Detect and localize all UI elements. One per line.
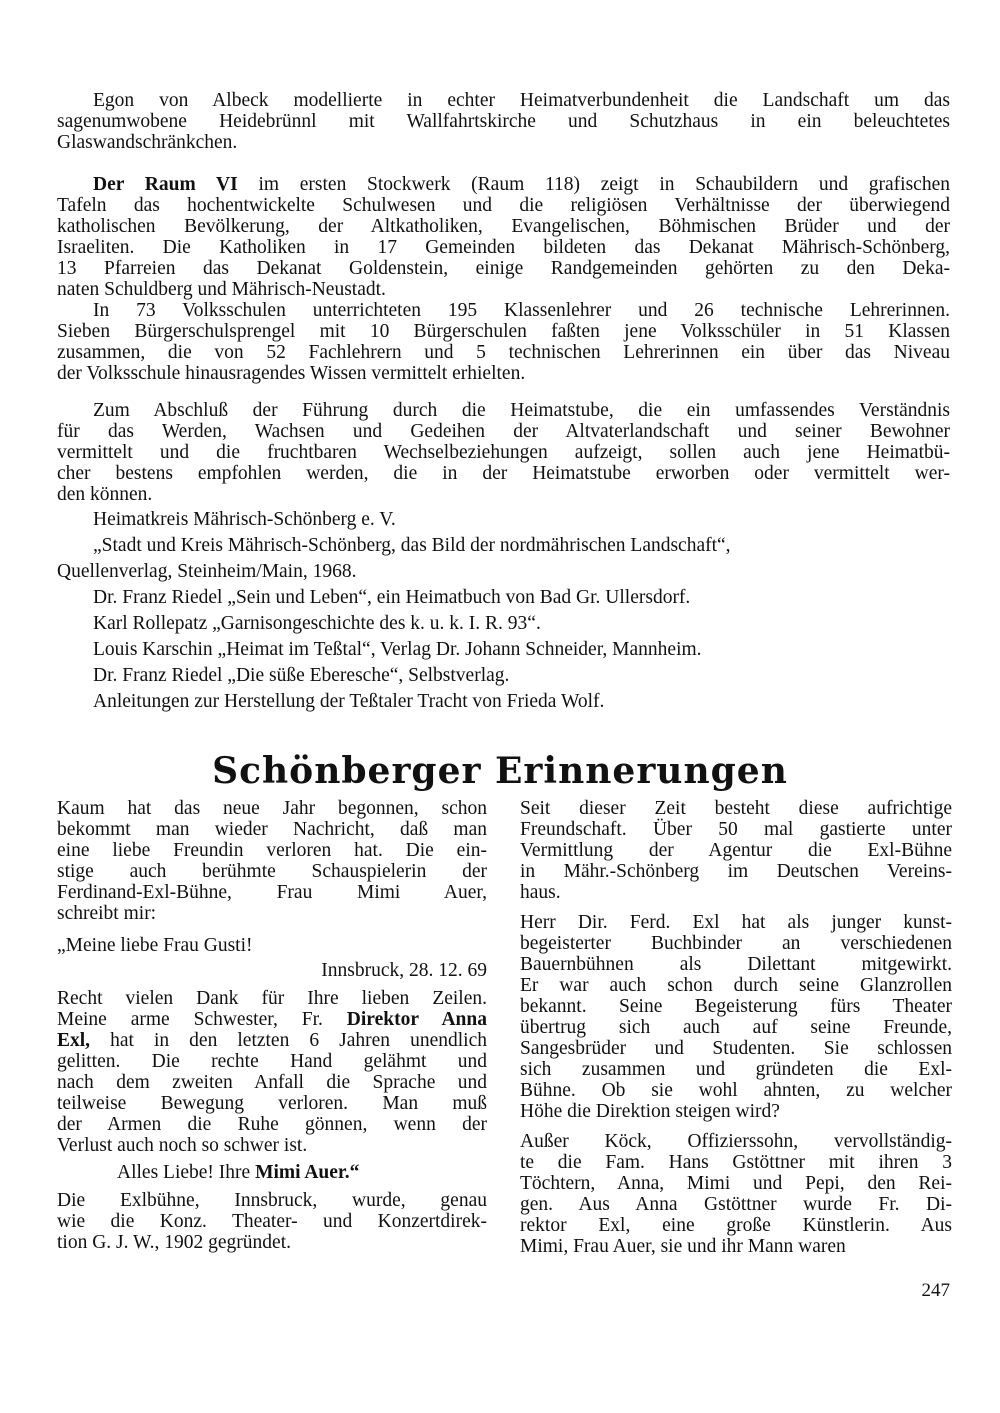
text-line: naten Schuldberg und Mährisch-Neustadt. <box>57 279 386 300</box>
letter-dateline <box>57 960 487 981</box>
bold-text: Der Raum VI <box>93 174 238 195</box>
text-line: Israeliten. Die Katholiken in 17 Gemeinden bildeten das Dekanat Mährisch-Schönberg, <box>57 237 950 258</box>
article-title: Schönberger Erinnerungen <box>212 750 788 792</box>
text-line: Glaswandschränkchen. <box>57 132 238 153</box>
right-paragraph-gstoettner <box>520 1131 952 1257</box>
text-line: Alles Liebe! Ihre Mimi Auer.“ <box>117 1162 360 1183</box>
text-line: Mimi, Frau Auer, sie und ihr Mann waren <box>520 1236 846 1257</box>
letter-body <box>57 988 487 1156</box>
text-line: Louis Karschin „Heimat im Teßtal“, Verlag Dr. Johann Schneider, Mannheim. <box>93 639 702 660</box>
text-line: Freundschaft. Über 50 mal gastierte unter <box>520 819 952 840</box>
text-line: Recht vielen Dank für Ihre lieben Zeilen. <box>57 988 487 1009</box>
text-line: Der Raum VI im ersten Stockwerk (Raum 118) zeigt in Schaubildern und grafischen <box>93 174 950 195</box>
text-line: schreibt mir: <box>57 903 157 924</box>
text-line: Dr. Franz Riedel „Die süße Eberesche“, Selbstverlag. <box>93 665 510 686</box>
text-line: te die Fam. Hans Gstöttner mit ihren 3 <box>520 1152 952 1173</box>
text-line: Herr Dir. Ferd. Exl hat als junger kunst- <box>520 912 952 933</box>
text-line: bekannt. Seine Begeisterung fürs Theater <box>520 996 952 1017</box>
paragraph-volksschulen <box>57 300 950 384</box>
left-paragraph-exlbuehne <box>57 1190 487 1253</box>
text-line: Die Exlbühne, Innsbruck, wurde, genau <box>57 1190 487 1211</box>
paragraph-abschluss <box>57 400 950 505</box>
text-line: Bauernbühnen als Dilettant mitgewirkt. <box>520 954 952 975</box>
text-line: Exl, hat in den letzten 6 Jahren unendlich <box>57 1030 487 1051</box>
text-line: Sieben Bürgerschulsprengel mit 10 Bürgerschulen faßten jene Volksschüler in 51 Klassen <box>57 321 950 342</box>
text-line: wie die Konz. Theater- und Konzertdirek- <box>57 1211 487 1232</box>
text-line: katholischen Bevölkerung, der Altkatholiken, Evangelischen, Böhmischen Brüder und der <box>57 216 950 237</box>
letter-closing <box>117 1162 487 1183</box>
text-line: übertrug sich auch auf seine Freunde, <box>520 1017 952 1038</box>
text-line: haus. <box>520 882 561 903</box>
page-number: 247 <box>921 1280 950 1301</box>
text-line: Heimatkreis Mährisch-Schönberg e. V. <box>93 509 396 530</box>
text-line: Vermittlung der Agentur die Exl-Bühne <box>520 840 952 861</box>
text-line: begeisterter Buchbinder an verschiedenen <box>520 933 952 954</box>
text-line: Verlust auch noch so schwer ist. <box>57 1135 308 1156</box>
text-line: eine liebe Freundin verloren hat. Die ein- <box>57 840 487 861</box>
text-line: Meine arme Schwester, Fr. Direktor Anna <box>57 1009 487 1030</box>
right-paragraph-ferd-exl <box>520 912 952 1122</box>
text-line: sagenumwobene Heidebrünnl mit Wallfahrtskirche und Schutzhaus in ein beleuchtetes <box>57 111 950 132</box>
text-line: sich zusammen und gründeten die Exl- <box>520 1059 952 1080</box>
paragraph-albeck <box>57 90 950 153</box>
text-line: Sangesbrüder und Studenten. Sie schlossen <box>520 1038 952 1059</box>
text-line: 13 Pfarreien das Dekanat Goldenstein, einige Randgemeinden gehörten zu den Deka- <box>57 258 950 279</box>
text-line: „Meine liebe Frau Gusti! <box>57 935 253 956</box>
paragraph-raum-vi <box>57 174 950 300</box>
text-line: den können. <box>57 484 153 505</box>
text-line: rektor Exl, eine große Künstlerin. Aus <box>520 1215 952 1236</box>
letter-salutation <box>57 935 487 956</box>
text-line: gelitten. Die rechte Hand gelähmt und <box>57 1051 487 1072</box>
text-line: nach dem zweiten Anfall die Sprache und <box>57 1072 487 1093</box>
text-line: der Armen die Ruhe gönnen, wenn der <box>57 1114 487 1135</box>
text-line: Dr. Franz Riedel „Sein und Leben“, ein Heimatbuch von Bad Gr. Ullersdorf. <box>93 587 691 608</box>
text-line: gen. Aus Anna Gstöttner wurde Fr. Di- <box>520 1194 952 1215</box>
text-line: „Stadt und Kreis Mährisch-Schönberg, das Bild der nordmährischen Landschaft“, <box>93 535 731 556</box>
text-line: teilweise Bewegung verloren. Man muß <box>57 1093 487 1114</box>
text-line: Zum Abschluß der Führung durch die Heimatstube, die ein umfassendes Verständnis <box>93 400 950 421</box>
text-line: Kaum hat das neue Jahr begonnen, schon <box>57 798 487 819</box>
text-line: Außer Köck, Offizierssohn, vervollständig- <box>520 1131 952 1152</box>
right-paragraph-freundschaft <box>520 798 952 903</box>
text-line: stige auch berühmte Schauspielerin der <box>57 861 487 882</box>
text-line: bekommt man wieder Nachricht, daß man <box>57 819 487 840</box>
text-line: zusammen, die von 52 Fachlehrern und 5 technischen Lehrerinnen ein über das Niveau <box>57 342 950 363</box>
bold-text: Direktor Anna <box>346 1009 487 1030</box>
reference-list <box>57 507 950 715</box>
bold-text: Exl, <box>57 1030 91 1051</box>
bold-text: Mimi Auer.“ <box>255 1162 360 1183</box>
text-line: Bühne. Ob sie wohl ahnten, zu welcher <box>520 1080 952 1101</box>
text-line: Seit dieser Zeit besteht diese aufrichtige <box>520 798 952 819</box>
text-line: In 73 Volksschulen unterrichteten 195 Klassenlehrer und 26 technische Lehrerinnen. <box>93 300 950 321</box>
left-paragraph-intro <box>57 798 487 924</box>
text-line: Quellenverlag, Steinheim/Main, 1968. <box>57 561 357 582</box>
text-line: tion G. J. W., 1902 gegründet. <box>57 1232 291 1253</box>
text-line: in Mähr.-Schönberg im Deutschen Vereins- <box>520 861 952 882</box>
text-line: Er war auch schon durch seine Glanzrollen <box>520 975 952 996</box>
text-line: Egon von Albeck modellierte in echter Heimatverbundenheit die Landschaft um das <box>93 90 950 111</box>
text-line: der Volksschule hinausragendes Wissen vermittelt erhielten. <box>57 363 526 384</box>
text-line: Anleitungen zur Herstellung der Teßtaler Tracht von Frieda Wolf. <box>93 691 605 712</box>
text-line: Höhe die Direktion steigen wird? <box>520 1101 780 1122</box>
text-line: vermittelt und die fruchtbaren Wechselbeziehungen aufzeigt, sollen auch jene Heimatbü- <box>57 442 950 463</box>
text-line: Ferdinand-Exl-Bühne, Frau Mimi Auer, <box>57 882 487 903</box>
text-line: Töchtern, Anna, Mimi und Pepi, den Rei- <box>520 1173 952 1194</box>
text-line: Tafeln das hochentwickelte Schulwesen und die religiösen Verhältnisse der überwiegend <box>57 195 950 216</box>
text-line: für das Werden, Wachsen und Gedeihen der Altvaterlandschaft und seiner Bewohner <box>57 421 950 442</box>
text-line: Karl Rollepatz „Garnisongeschichte des k. u. k. I. R. 93“. <box>93 613 541 634</box>
text-line: Innsbruck, 28. 12. 69 <box>321 960 487 981</box>
text-line: cher bestens empfohlen werden, die in der Heimatstube erworben oder vermittelt wer- <box>57 463 950 484</box>
